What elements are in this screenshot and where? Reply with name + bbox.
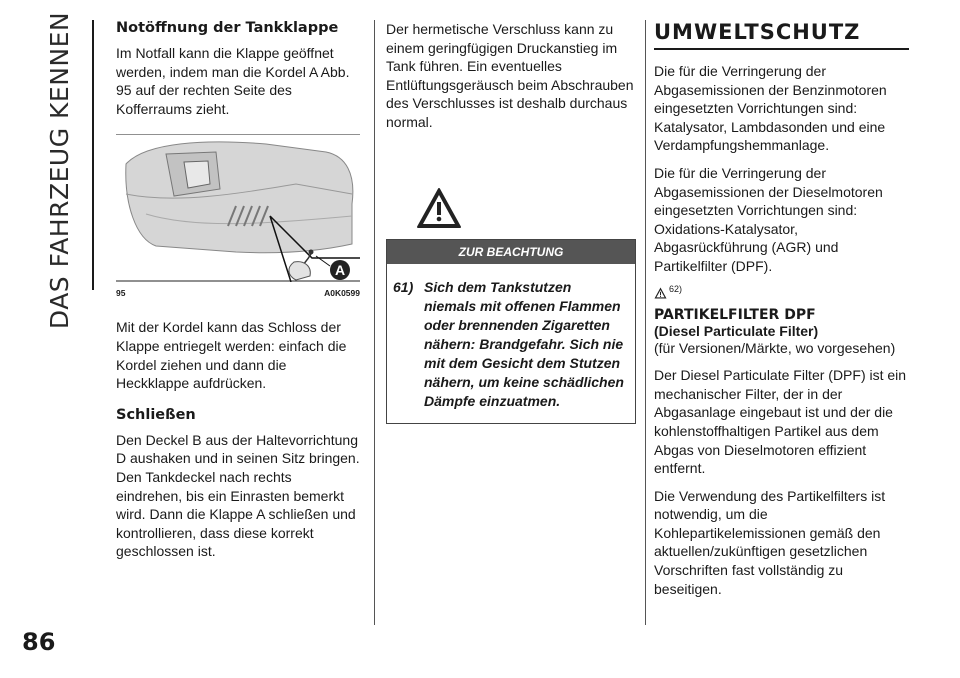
warning-item-text: Sich dem Tankstutzen niemals mit offenen Flammen oder brennenden Zigaretten nähern: Brandgefahr. Sich nie mit dem Gesicht dem Stutzen nähern, um keine schädlichen Dämpfe einzuatmen. — [424, 279, 624, 410]
paragraph-after-figure: Mit der Kordel kann das Schloss der Klappe entriegelt werden: einfach die Kordel ziehen und dann die Heckklappe aufdrücken. — [116, 319, 347, 392]
column-divider — [645, 20, 646, 625]
heading-dpf: PARTIKELFILTER DPF — [654, 306, 816, 323]
heading-rule — [654, 48, 909, 50]
warning-item — [387, 264, 635, 423]
page-number: 86 — [22, 628, 56, 656]
section-title-vertical — [28, 11, 92, 329]
tank-flap-illustration — [116, 134, 360, 282]
column-divider — [374, 20, 375, 625]
figure-95 — [116, 134, 360, 304]
callout-label-a: A — [334, 262, 346, 279]
heading-notoeffnung: Notöffnung der Tankklappe — [116, 20, 339, 36]
figure-code: A0K0599 — [324, 288, 360, 299]
paragraph-closing: Den Deckel B aus der Haltevorrichtung D aushaken und in seinen Sitz bringen. Den Tankdeckel nach rechts eindrehen, bis ein Einrasten bemerkt wird. Dann die Klappe A schließen und kontrollieren, dass diese korrekt geschlossen ist. — [116, 431, 360, 560]
warning-icon — [416, 187, 462, 229]
heading-umweltschutz: UMWELTSCHUTZ — [654, 20, 861, 44]
reference-number: 62) — [669, 283, 683, 294]
figure-number: 95 — [116, 288, 126, 299]
warning-box — [386, 239, 636, 425]
paragraph-diesel: Die für die Verringerung der Abgasemissionen der Dieselmotoren eingesetzten Vorrichtungen sind: Oxidations-Katalysator, Abgasrückführung (AGR) und Partikelfilter (DPF). — [654, 164, 883, 274]
warning-banner: ZUR BEACHTUNG — [387, 240, 635, 265]
sidebar-divider — [92, 20, 94, 290]
paragraph-pressure: Der hermetische Verschluss kann zu einem geringfügigen Druckanstieg im Tank führen. Ein eventuelles Entlüftungsgeräusch beim Abschrauben des Verschlusses ist deshalb durchaus normal. — [386, 21, 634, 130]
dpf-availability-note: (für Versionen/Märkte, wo vorgesehen) — [654, 339, 896, 356]
warning-item-number: 61) — [393, 279, 414, 296]
paragraph-petrol: Die für die Verringerung der Abgasemissionen der Benzinmotoren eingesetzten Vorrichtungen sind: Katalysator, Lambdasonden und eine Verdampfungshemmanlage. — [654, 63, 887, 154]
column-middle — [386, 20, 636, 424]
heading-schliessen: Schließen — [116, 406, 196, 423]
column-left — [116, 20, 360, 570]
figure-caption — [116, 284, 360, 303]
paragraph-dpf-description: Der Diesel Particulate Filter (DPF) ist ein mechanischer Filter, der in der Abgasanlage eingebaut ist und der die kohlenstoffhaltigen Partikel aus dem Abgas von Dieselmotoren effizient entfernt. — [654, 367, 907, 477]
paragraph-intro: Im Notfall kann die Klappe geöffnet werden, indem man die Kordel A Abb. 95 auf der rechten Seite des Kofferraums zieht. — [116, 45, 350, 117]
column-right — [654, 20, 909, 607]
warning-icon — [654, 287, 667, 299]
paragraph-dpf-purpose: Die Verwendung des Partikelfilters ist notwendig, um die Kohlepartikelemissionen gemäß den aktuellen/zukünftigen gesetzlichen Vorschriften fast vollständig zu beseitigen. — [654, 487, 886, 597]
reference-note — [654, 283, 909, 299]
section-title-text: DAS FAHRZEUG KENNEN — [45, 11, 75, 329]
heading-dpf-sub: (Diesel Particulate Filter) — [654, 322, 819, 339]
